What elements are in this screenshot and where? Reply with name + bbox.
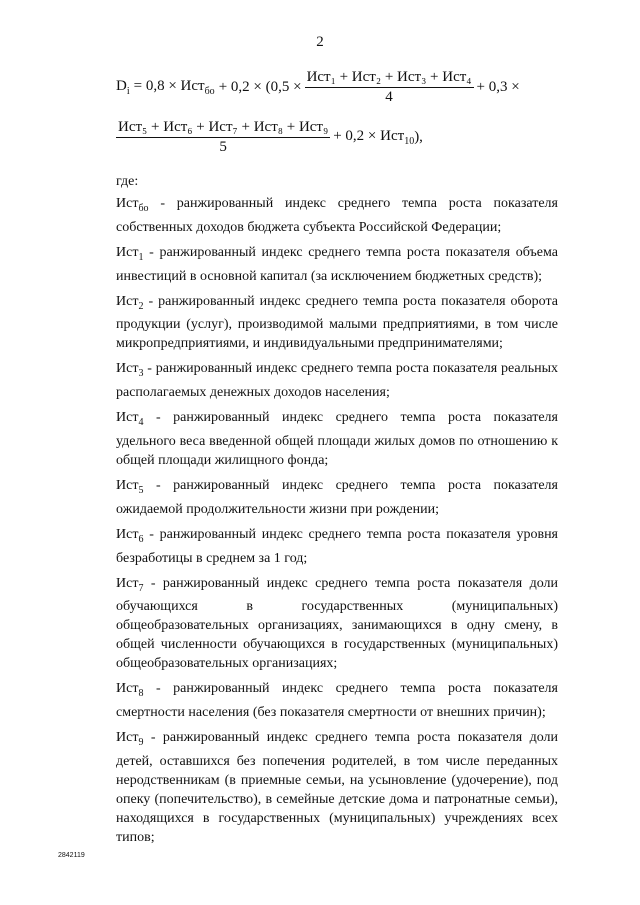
definition-item: Ист$_6$ - ранжированный индекс среднего темпа роста показателя уровня безработицы в среднем за 1 год; xyxy=(116,526,558,566)
definition-text: - ранжированный индекс среднего темпа роста показателя доли детей, оставшихся без попечения родителей, в том числе переданных неродственникам (в приемные семьи, на усыновление (удочерение), под опеку (попечительство), в семейные детские дома и патронатные семьи), находящихся в государственных (муниципальных) учреждениях всех типов; xyxy=(116,730,558,845)
formula-fraction-2: $\frac{\text{Ист₅ + Ист₆ + Ист₇ + Ист₈ + Ист₉}}{5}$ xyxy=(118,118,329,155)
formula-line-2 xyxy=(116,112,556,162)
definition-symbol: Ист xyxy=(116,575,139,591)
definition-item: Ист$_5$ - ранжированный индекс среднего темпа роста показателя ожидаемой продолжительности жизни при рождении; xyxy=(116,477,558,517)
definition-text: - ранжированный индекс среднего темпа роста показателя объема инвестиций в основной капитал (за исключением бюджетных средств); xyxy=(116,244,558,284)
definition-text: - ранжированный индекс среднего темпа роста показателя оборота продукции (услуг), производимой малыми предприятиями, в том числе микропредприятиями, и индивидуальными предпринимателями; xyxy=(116,293,558,352)
definition-symbol: Ист xyxy=(116,526,139,542)
definition-symbol: Ист xyxy=(116,410,139,426)
definition-text: - ранжированный индекс среднего темпа роста показателя доли обучающихся в государственных (муниципальных) общеобразовательных организациях, занимающихся в одну смену, в общей численности обучающихся в государственных (муниципальных) общеобразовательных организациях; xyxy=(116,575,558,672)
definition-item: Ист$_9$ - ранжированный индекс среднего темпа роста показателя доли детей, оставшихся без попечения родителей, в том числе переданных неродственникам (в приемные семьи, на усыновление (удочерение), под опеку (попечительство), в семейные детские дома и патронатные семьи), находящихся в государственных (муниципальных) учреждениях всех типов; xyxy=(116,730,558,845)
where-label: где: xyxy=(116,174,139,189)
definition-symbol: Ист xyxy=(116,361,139,377)
definition-symbol: Ист xyxy=(116,730,139,746)
definition-item: Ист$_3$ - ранжированный индекс среднего темпа роста показателя реальных располагаемых денежных доходов населения; xyxy=(116,361,558,401)
definition-text: - ранжированный индекс среднего темпа роста показателя ожидаемой продолжительности жизни при рождении; xyxy=(116,477,558,517)
definition-text: - ранжированный индекс среднего темпа роста показателя уровня безработицы в среднем за 1 год; xyxy=(116,526,558,566)
definition-text: - ранжированный индекс среднего темпа роста показателя реальных располагаемых денежных доходов населения; xyxy=(116,361,558,401)
definition-symbol: Ист xyxy=(116,244,139,260)
definition-item: Ист$_1$ - ранжированный индекс среднего темпа роста показателя объема инвестиций в основной капитал (за исключением бюджетных средств); xyxy=(116,244,558,284)
formula-term-1: = 0,8 × Ист$_{бо}$ xyxy=(133,77,215,97)
formula-line-1 xyxy=(116,62,556,112)
definition-text: - ранжированный индекс среднего темпа роста показателя удельного веса введенной общей площади жилых домов по отношению к общей площади жилищного фонда; xyxy=(116,410,558,468)
document-code: 2842119 xyxy=(58,852,85,859)
formula-close: ), xyxy=(414,128,423,145)
formula-term-4: + 0,2 × Ист$_{10}$ xyxy=(333,127,415,147)
formula-term-2: + 0,2 × (0,5 × xyxy=(218,78,302,95)
definition-symbol: Ист xyxy=(116,681,139,697)
definition-item: Ист$_4$ - ранжированный индекс среднего темпа роста показателя удельного веса введенной общей площади жилых домов по отношению к общей площади жилищного фонда; xyxy=(116,410,558,468)
definitions-list xyxy=(116,194,558,847)
formula-fraction-1: $\frac{\text{Ист₁ + Ист₂ + Ист₃ + Ист₄}}{4}$ xyxy=(306,68,472,105)
definitions-body xyxy=(116,172,558,853)
formula-lhs: $D_i$ xyxy=(116,77,130,97)
definition-symbol: Ист xyxy=(116,477,139,493)
definition-item: Ист$_7$ - ранжированный индекс среднего темпа роста показателя доли обучающихся в государственных (муниципальных) общеобразовательных организациях, занимающихся в одну смену, в общей численности обучающихся в государственных (муниципальных) общеобразовательных организациях; xyxy=(116,575,558,672)
page-number: 2 xyxy=(316,34,324,50)
definition-item: Ист$_8$ - ранжированный индекс среднего темпа роста показателя смертности населения (без показателя смертности от внешних причин); xyxy=(116,681,558,721)
definition-text: - ранжированный индекс среднего темпа роста показателя смертности населения (без показателя смертности от внешних причин); xyxy=(116,681,558,721)
definition-symbol: Ист xyxy=(116,196,139,211)
formula-term-3: + 0,3 × xyxy=(476,78,520,95)
definition-item: Ист$_2$ - ранжированный индекс среднего темпа роста показателя оборота продукции (услуг), производимой малыми предприятиями, в том числе микропредприятиями, и индивидуальными предпринимателями; xyxy=(116,293,558,352)
definition-symbol: Ист xyxy=(116,293,139,309)
definition-item: Ист$_{бо}$ - ранжированный индекс среднего темпа роста показателя собственных доходов бюджета субъекта Российской Федерации; xyxy=(116,196,558,235)
definition-text: - ранжированный индекс среднего темпа роста показателя собственных доходов бюджета субъекта Российской Федерации; xyxy=(116,196,558,235)
